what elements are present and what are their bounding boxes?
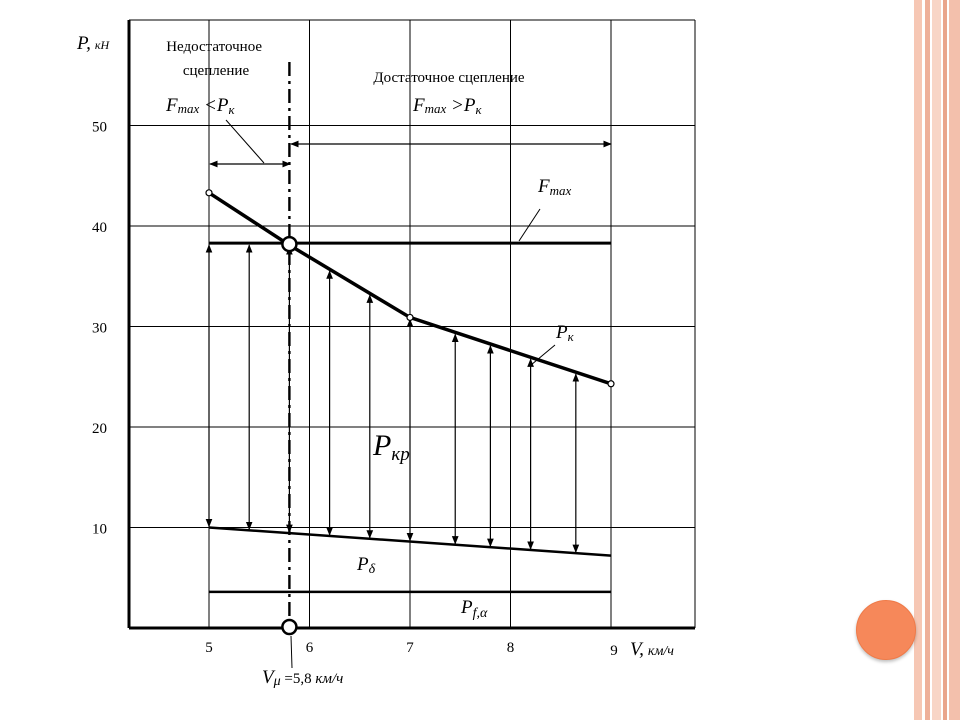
pdelta-label: Pδ xyxy=(357,554,376,577)
x-tick-6: 6 xyxy=(305,640,314,656)
condition-left-label: Fmax <Pк xyxy=(166,95,235,117)
v-mu-intersection-marker xyxy=(282,237,296,251)
y-axis-title: P, кН xyxy=(77,33,110,54)
y-tick-30: 30 xyxy=(92,320,107,337)
condition-right-label: Fmax >Pк xyxy=(413,95,482,117)
fmax-label: Fmax xyxy=(538,176,572,198)
y-tick-10: 10 xyxy=(92,521,107,538)
pfa-label: $P_{f,\alpha}$ xyxy=(461,597,488,621)
y-tick-20: 20 xyxy=(92,421,107,437)
x-tick-5: 5 xyxy=(205,640,213,656)
y-tick-50: 50 xyxy=(92,119,107,136)
v-mu-axis-marker xyxy=(282,620,296,634)
x-tick-9: 9 xyxy=(610,643,618,659)
x-tick-7: 7 xyxy=(406,640,414,656)
pk-point-2 xyxy=(608,381,614,387)
x-axis-title: V, км/ч xyxy=(630,639,674,660)
leader-vmu xyxy=(291,636,292,668)
pk-point-1 xyxy=(407,314,413,320)
pkr-label: Pкр xyxy=(373,429,410,465)
v-mu-label: Vμ =5,8 км/ч xyxy=(262,667,344,689)
y-tick-labels xyxy=(92,120,107,538)
pk-point-0 xyxy=(206,190,212,196)
y-tick-40: 40 xyxy=(92,220,107,236)
pkr-arrows xyxy=(209,245,576,552)
leader-cond-left xyxy=(226,120,264,163)
region-sufficient-label: Достаточное сцепление xyxy=(373,70,525,86)
leader-fmax xyxy=(519,209,540,241)
pk-label: Pк xyxy=(556,322,574,344)
x-tick-labels xyxy=(205,640,618,659)
x-tick-8: 8 xyxy=(506,640,515,656)
region-insufficient-label: Недостаточное сцепление xyxy=(166,39,263,79)
